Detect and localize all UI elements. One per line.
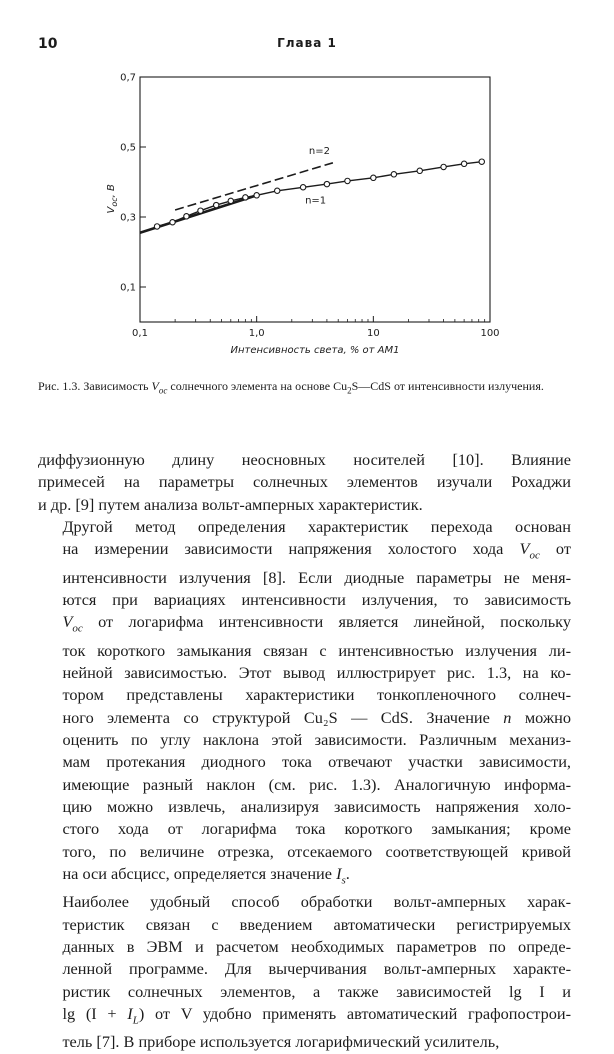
text-line: $V_{oc}$ от логарифма интенсивности является линейной, поскольку [62,612,571,635]
y-tick-label: 0,5 [120,142,136,154]
data-point [170,220,175,225]
y-tick-label: 0,3 [120,212,136,224]
text-line: $\lg (I + I_L)$ от V удобно применять автоматический графопострои- [62,1003,571,1027]
data-point [300,185,305,190]
data-point [228,198,233,203]
page-number: 10 [38,36,58,52]
text-line: ристик солнечных элементов, а также зависимостей lg I и [62,981,571,1001]
text-line: интенсивности излучения [8]. Если диодные параметры не меня- [62,567,571,587]
text-line: цию можно извлечь, анализируя зависимость напряжения холо- [62,796,571,816]
text-line: ленной программе. Для вычерчивания вольт-амперных характе- [62,959,571,979]
text-line: тель [7]. В приборе используется логарифмический усилитель, [62,1032,500,1052]
data-point [198,208,203,213]
text-line: теристик связан с введением автоматически регистрируемых [62,914,571,934]
caption-mid: солнечного элемента на основе Cu [167,379,348,393]
data-point [479,159,484,164]
x-tick-label: 10 [366,328,380,339]
text-line: Наиболее удобный способ обработки вольт-амперных харак- [62,892,571,912]
series-label-n2: n=2 [308,145,330,157]
text-line: Другой метод определения характеристик перехода основан [62,516,571,536]
text-line: мам протекания диодного тока отвечают участки зависимости, [62,752,571,772]
caption-prefix: Рис. 1.3. Зависимость [38,379,152,393]
y-tick-label: 0,7 [120,72,136,84]
paragraph-2 [38,516,571,892]
text-line: имеющие разный наклон (см. рис. 1.3). Аналогичную информа- [62,774,571,794]
x-tick-label: 100 [480,328,500,339]
caption-var-sub: oc [158,385,168,396]
x-tick-label: 1,0 [248,328,265,339]
figure-caption [38,378,578,399]
text-line: на измерении зависимости напряжения холостого хода $V_{oc}$ от [62,539,571,562]
series-label-n1: n=1 [305,195,327,207]
text-line: ного элемента со структурой Cu₂S — CdS. Значение n можно [62,707,571,727]
data-point [391,172,396,177]
text-line: нейной зависимостью. Этот вывод иллюстрирует рис. 1.3, на ко- [62,663,571,683]
caption-suffix: S—CdS от интенсивности излучения. [351,379,544,393]
text-line: оценить по углу наклона этой зависимости. Различным механиз- [62,730,571,750]
caption-var: V [151,379,159,393]
data-point [417,168,422,173]
data-point [441,164,446,169]
text-line: на оси абсцисс, определяется значение $I_s$. [62,863,350,887]
text-line: данных в ЭВМ и расчетом необходимых параметров по опреде- [62,936,571,956]
text-line: тором представлены характеристики тонкопленочного солнеч- [62,685,571,705]
y-tick-label: 0,1 [120,282,136,294]
data-point [275,188,280,193]
figure-1-3-chart [0,60,614,376]
paragraph-3 [38,891,571,1053]
text-line: ток короткого замыкания связан с интенсивностью излучения ли- [62,640,571,660]
data-point [345,178,350,183]
text-line: диффузионную длину неосновных носителей [10]. Влияние [38,450,571,469]
y-axis-label: $V_{oc}$, В [106,184,119,214]
page-header [0,36,614,56]
data-point [154,224,159,229]
data-point [243,195,248,200]
x-tick-label: 0,1 [132,328,148,339]
text-line: ются при вариациях интенсивности излучения, то зависимость [62,590,571,610]
caption-sub: 2 [347,385,352,396]
x-axis-label: Интенсивность света, % от АМ1 [230,345,400,356]
body-text [38,449,571,1054]
data-point [254,193,259,198]
series-line-n1 [157,162,482,227]
data-point [214,202,219,207]
text-line: того, по величине отрезка, отсекаемого соответствующей кривой [62,841,571,861]
text-line: примесей на параметры солнечных элементов изучали Рохаджи [38,472,571,492]
text-line: и др. [9] путем анализа вольт-амперных характеристик. [38,494,423,514]
data-point [324,181,329,186]
paragraph-1 [38,449,571,516]
text-line: стого хода от логарифма тока короткого замыкания; кроме [62,819,571,839]
running-head: Глава 1 [277,36,337,50]
data-point [461,161,466,166]
data-point [184,214,189,219]
data-point [371,175,376,180]
